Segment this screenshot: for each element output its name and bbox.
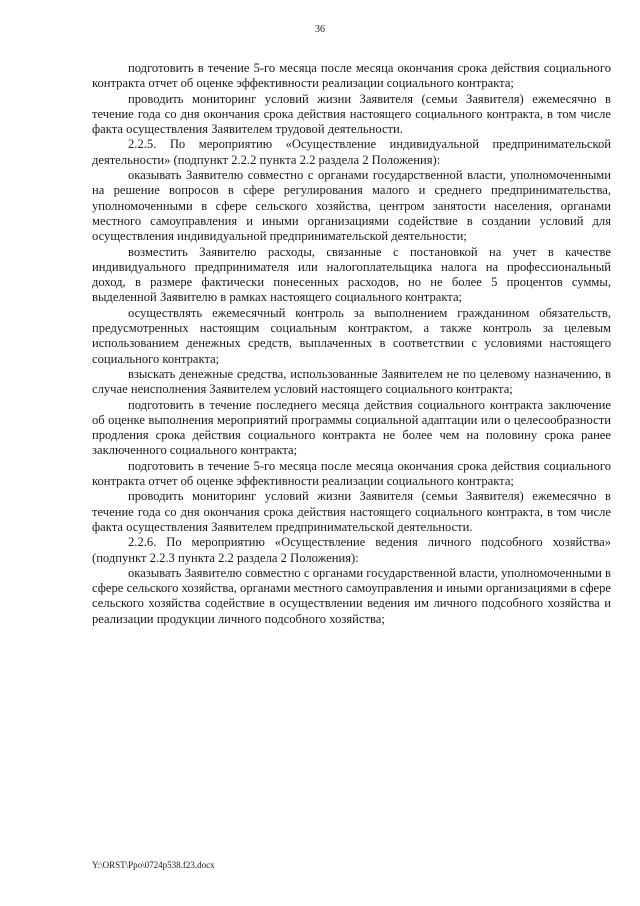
paragraph: подготовить в течение последнего месяца действия социального контракта заключение об оценке выполнения мероприятий программы социальной адаптации или о целесообразности продления срока действия социального контракта не более чем на половину срока ранее заключенного социального контракта;: [92, 397, 611, 458]
paragraph: проводить мониторинг условий жизни Заявителя (семьи Заявителя) ежемесячно в течение года со дня окончания срока действия настоящего социального контракта, в том числе факта осуществления Заявителем трудовой деятельности.: [92, 91, 611, 137]
paragraph: осуществлять ежемесячный контроль за выполнением гражданином обязательств, предусмотренных настоящим социальным контрактом, а также контроль за целевым использованием денежных средств, выплаченных в соответствии с условиями настоящего социального контракта;: [92, 305, 611, 366]
paragraph: подготовить в течение 5-го месяца после месяца окончания срока действия социального контракта отчет об оценке эффективности реализации социального контракта;: [92, 61, 611, 91]
paragraph: оказывать Заявителю совместно с органами государственной власти, уполномоченными на решение вопросов в сфере регулирования малого и среднего предпринимательства, уполномоченными в сфере сельского хозяйства, центром занятости населения, органами местного самоуправления и иными организациями содействие в создании условий для осуществления индивидуальной предпринимательской деятельности;: [92, 168, 611, 244]
paragraph: взыскать денежные средства, использованные Заявителем не по целевому назначению, в случае неисполнения Заявителем условий настоящего социального контракта;: [92, 366, 611, 397]
section-heading-2-2-5: 2.2.5. По мероприятию «Осуществление индивидуальной предпринимательской деятельности» (подпункт 2.2.2 пункта 2.2 раздела 2 Положения):: [92, 137, 611, 167]
paragraph: оказывать Заявителю совместно с органами государственной власти, уполномоченными в сфере сельского хозяйства, органами местного самоуправления и иными организациями в сфере сельского хозяйства содействие в осуществлении ведения им личного подсобного хозяйства и реализации продукции личного подсобного хозяйства;: [92, 565, 611, 626]
paragraph: проводить мониторинг условий жизни Заявителя (семьи Заявителя) ежемесячно в течение года со дня окончания срока действия настоящего социального контракта, в том числе факта осуществления Заявителем предпринимательской деятельности.: [92, 489, 611, 534]
document-body: [92, 61, 611, 627]
page-number: 36: [315, 24, 325, 35]
paragraph: подготовить в течение 5-го месяца после месяца окончания срока действия социального контракта отчет об оценке эффективности реализации социального контракта;: [92, 458, 611, 489]
file-path-footer: Y:\ORST\Ppo\0724p538.f23.docx: [92, 860, 215, 870]
paragraph: возместить Заявителю расходы, связанные с постановкой на учет в качестве индивидуального предпринимателя или налогоплательщика налога на профессиональный доход, в размере фактически понесенных расходов, но не более 5 процентов суммы, выделенной Заявителю в рамках настоящего социального контракта;: [92, 244, 611, 305]
section-heading-2-2-6: 2.2.6. По мероприятию «Осуществление ведения личного подсобного хозяйства» (подпункт 2.2.3 пункта 2.2 раздела 2 Положения):: [92, 535, 611, 565]
